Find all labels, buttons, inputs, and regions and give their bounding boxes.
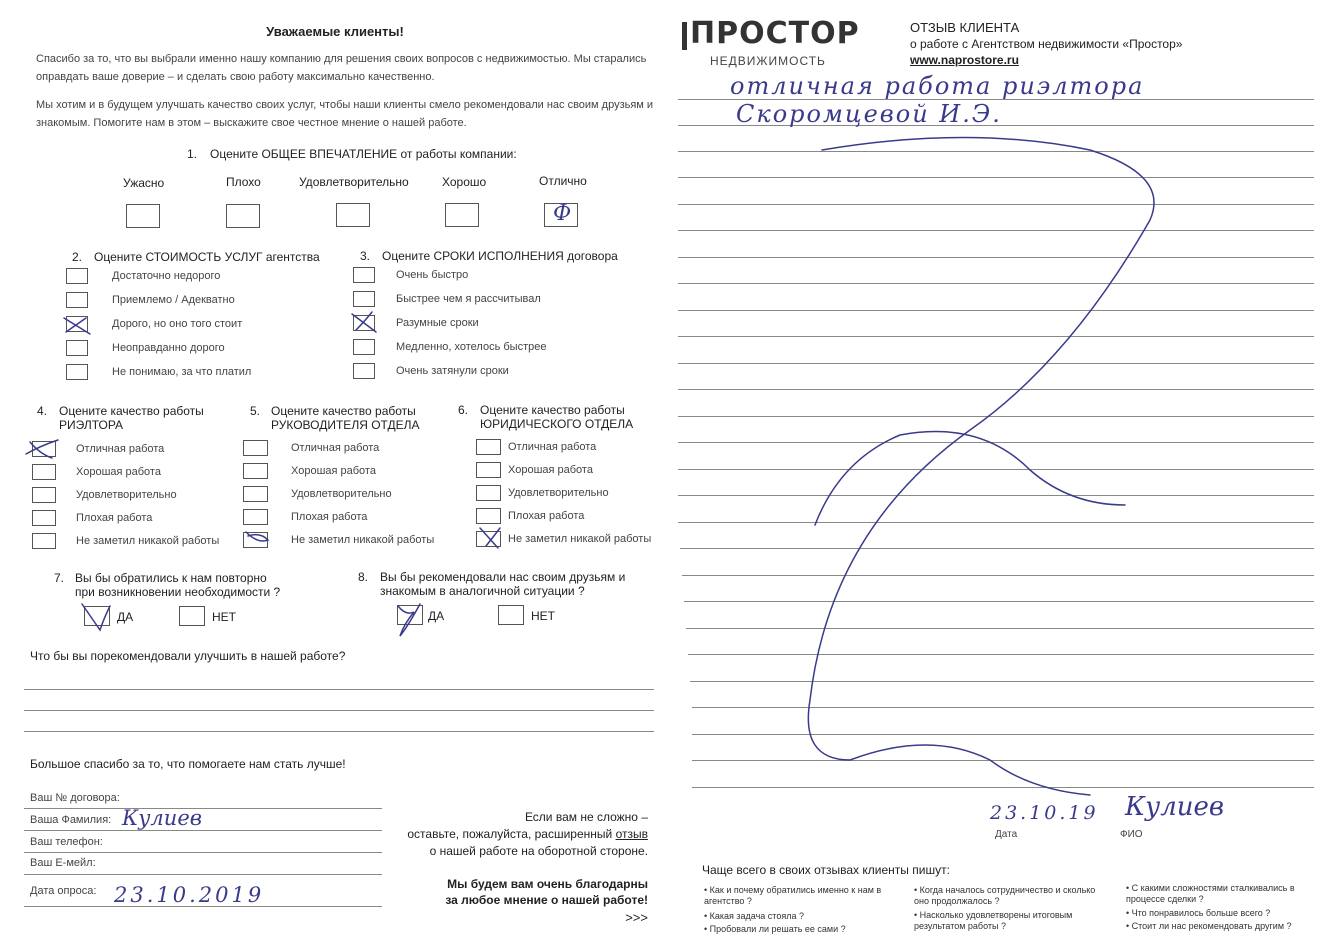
email-field[interactable] (24, 874, 382, 875)
header-subtitle: о работе с Агентством недвижимости «Простор» (910, 37, 1183, 51)
tip-text: Что понравилось больше всего ? (1131, 908, 1271, 918)
phone-label: Ваш телефон: (30, 836, 103, 848)
date-caption: Дата (995, 829, 1018, 840)
email-label: Ваш E-мейл: (30, 857, 96, 869)
tip-text: Стоит ли нас рекомендовать другим ? (1131, 921, 1292, 931)
q4-option: Не заметил никакой работы (76, 535, 220, 547)
q1-option-label: Отлично (539, 174, 587, 188)
fio-caption: ФИО (1120, 829, 1143, 840)
q4-option: Хорошая работа (76, 466, 161, 478)
q5-title: Оцените качество работы (271, 404, 416, 418)
q1-title: Оцените ОБЩЕЕ ВПЕЧАТЛЕНИЕ от работы компании: (210, 147, 517, 161)
q2-checkbox[interactable] (66, 292, 88, 308)
tip-text: Какая задача стояла ? (709, 911, 804, 921)
q8-title-2: знакомым в аналогичной ситуации ? (380, 584, 585, 598)
ruled-line[interactable] (678, 522, 1314, 523)
q3-option: Быстрее чем я рассчитывал (396, 293, 541, 305)
q1-option-label: Ужасно (123, 176, 165, 190)
tip-bullet: • Стоит ли нас рекомендовать другим ? (1126, 921, 1292, 931)
ruled-line[interactable] (678, 389, 1314, 390)
intro-text-1: Спасибо за то, что вы выбрали именно нашу компанию для решения своих вопросов с недвижимостью. Мы старались (36, 53, 647, 65)
improve-line[interactable] (24, 689, 654, 690)
q3-option: Очень быстро (396, 269, 469, 281)
ruled-line[interactable] (682, 575, 1314, 576)
q2-checkbox[interactable] (66, 268, 88, 284)
q7-title: Вы бы обратились к нам повторно (75, 571, 267, 585)
q5-option: Плохая работа (291, 511, 368, 523)
q6-option: Хорошая работа (508, 464, 593, 476)
q3-checkbox[interactable] (353, 339, 375, 355)
q7-no-label: НЕТ (212, 610, 236, 624)
request-line-3: о нашей работе на оборотной стороне. (429, 844, 648, 858)
q7-no-checkbox[interactable] (179, 606, 205, 626)
q5-option: Удовлетворительно (291, 488, 392, 500)
review-text-1: отличная работа риэлтора (730, 72, 1145, 100)
arrows: >>> (625, 910, 648, 925)
q6-checkbox[interactable] (476, 462, 501, 478)
tip-text: Когда началось сотрудничество и сколько оно продолжалось ? (914, 885, 1096, 906)
q1-number: 1. (187, 147, 198, 161)
q1-option-label: Плохо (226, 175, 261, 189)
request-text: оставьте, пожалуйста, расширенный (407, 827, 613, 841)
tips-title: Чаще всего в своих отзывах клиенты пишут: (702, 863, 950, 877)
q3-title: Оцените СРОКИ ИСПОЛНЕНИЯ договора (382, 249, 618, 263)
q4-checkbox[interactable] (32, 533, 56, 549)
phone-field[interactable] (24, 852, 382, 853)
q7-yes-checkbox[interactable] (84, 606, 110, 626)
q2-option: Дорого, но оно того стоит (112, 318, 243, 330)
q6-option: Удовлетворительно (508, 487, 609, 499)
q4-title-2: РИЭЛТОРА (59, 418, 124, 432)
ruled-line[interactable] (692, 734, 1314, 735)
request-line-1: Если вам не сложно – (524, 810, 648, 824)
handwritten-date: 23.10.2019 (114, 883, 265, 907)
tip-text: Как и почему обратились именно к нам в агентство ? (704, 885, 882, 906)
ruled-line[interactable] (678, 177, 1314, 178)
q8-no-label: НЕТ (531, 609, 555, 623)
tip-bullet: • Пробовали ли решать ее сами ? (704, 924, 846, 934)
tip-text: С какими сложностями сталкивались в процессе сделки ? (1126, 883, 1295, 904)
intro-text-2b: знакомым. Помогите нам в этом – выскажите свое честное мнение о нашей работе. (36, 117, 467, 129)
surname-field[interactable] (24, 830, 382, 831)
contract-field[interactable] (24, 808, 382, 809)
q6-option: Не заметил никакой работы (508, 533, 652, 545)
q5-checkbox[interactable] (243, 486, 268, 502)
ruled-line[interactable] (688, 654, 1314, 655)
q7-yes-label: ДА (117, 610, 134, 624)
q5-checkbox[interactable] (243, 509, 268, 525)
ruled-line[interactable] (684, 601, 1314, 602)
q8-yes-checkbox[interactable] (397, 605, 423, 625)
ruled-line[interactable] (692, 760, 1314, 761)
q4-option: Плохая работа (76, 512, 153, 524)
q3-checkbox-checked[interactable] (353, 315, 375, 331)
tip-bullet: • Как и почему обратились именно к нам в агентство ? (704, 885, 882, 906)
ruled-line[interactable] (678, 257, 1314, 258)
request-line-2 (380, 827, 648, 841)
ruled-line[interactable] (678, 469, 1314, 470)
q6-checkbox[interactable] (476, 508, 501, 524)
q3-checkbox[interactable] (353, 291, 375, 307)
q3-checkbox[interactable] (353, 363, 375, 379)
q6-option: Плохая работа (508, 510, 585, 522)
grateful-line-1: Мы будем вам очень благодарны (447, 877, 648, 891)
q2-checkbox[interactable] (66, 340, 88, 356)
q5-number: 5. (250, 404, 261, 418)
intro-text-2: Мы хотим и в будущем улучшать качество своих услуг, чтобы наши клиенты смело рекомендовали нас своим друзьям и (36, 99, 654, 111)
ruled-line[interactable] (678, 336, 1314, 337)
q2-option: Приемлемо / Адекватно (112, 294, 235, 306)
q8-number: 8. (358, 570, 369, 584)
q1-option-label: Удовлетворительно (299, 175, 409, 189)
q5-checkbox-checked[interactable] (243, 532, 268, 548)
tip-bullet: • Какая задача стояла ? (704, 911, 804, 921)
tip-text: Пробовали ли решать ее сами ? (709, 924, 846, 934)
review-text-2: Скоромцевой И.Э. (736, 100, 1002, 128)
tip-bullet: • Что понравилось больше всего ? (1126, 908, 1271, 918)
q3-number: 3. (360, 249, 371, 263)
q2-option: Неоправданно дорого (112, 342, 225, 354)
logo-title: ПРОСТОР (690, 16, 860, 51)
grateful-line-2: за любое мнение о нашей работе! (445, 893, 648, 907)
q4-checkbox-checked[interactable] (32, 441, 56, 457)
q1-option-label: Хорошо (442, 175, 487, 189)
q6-number: 6. (458, 403, 469, 417)
right-page (670, 0, 1338, 951)
q5-checkbox[interactable] (243, 463, 268, 479)
q4-option: Отличная работа (76, 443, 165, 455)
q2-number: 2. (72, 250, 83, 264)
q1-checkbox[interactable] (126, 204, 160, 228)
q5-title-2: РУКОВОДИТЕЛЯ ОТДЕЛА (271, 418, 420, 432)
q5-option: Не заметил никакой работы (291, 534, 435, 546)
ruled-line[interactable] (678, 363, 1314, 364)
q1-checkbox[interactable] (336, 203, 370, 227)
thanks-text: Большое спасибо за то, что помогаете нам стать лучше! (30, 757, 346, 771)
tips-col-3 (1126, 883, 1316, 943)
logo-subtitle: НЕДВИЖИМОСТЬ (710, 54, 826, 68)
q3-checkbox[interactable] (353, 267, 375, 283)
tip-bullet: • С какими сложностями сталкивались в процессе сделки ? (1126, 883, 1295, 904)
tips-col-1 (704, 885, 894, 945)
q6-checkbox-checked[interactable] (476, 531, 501, 547)
q4-title: Оцените качество работы (59, 404, 204, 418)
q3-option: Разумные сроки (396, 317, 479, 329)
q1-checkbox[interactable] (445, 203, 479, 227)
q7-title-2: при возникновении необходимости ? (75, 585, 281, 599)
handwritten-surname: Кулиев (122, 806, 202, 830)
ruled-line[interactable] (678, 416, 1314, 417)
improve-line[interactable] (24, 731, 654, 732)
improve-line[interactable] (24, 710, 654, 711)
q4-number: 4. (37, 404, 48, 418)
review-link[interactable]: отзыв (615, 827, 648, 841)
ruled-line[interactable] (678, 495, 1314, 496)
q2-option: Достаточно недорого (112, 270, 221, 282)
q2-checkbox[interactable] (66, 364, 88, 380)
improve-question: Что бы вы порекомендовали улучшить в нашей работе? (30, 649, 346, 663)
intro-text-1b: оправдать ваше доверие – и сделать свою работу максимально качественно. (36, 71, 435, 83)
q6-title: Оцените качество работы (480, 403, 625, 417)
q4-checkbox[interactable] (32, 464, 56, 480)
q5-option: Хорошая работа (291, 465, 376, 477)
q6-option: Отличная работа (508, 441, 597, 453)
surname-label: Ваша Фамилия: (30, 814, 112, 826)
ruled-line[interactable] (692, 787, 1314, 788)
tip-bullet: • Насколько удовлетворены итоговым результатом работы ? (914, 910, 1073, 931)
q3-option: Очень затянули сроки (396, 365, 509, 377)
tip-text: Насколько удовлетворены итоговым результатом работы ? (914, 910, 1073, 931)
tip-bullet: • Когда началось сотрудничество и сколько оно продолжалось ? (914, 885, 1096, 906)
q4-checkbox[interactable] (32, 510, 56, 526)
header-url[interactable]: www.naprostore.ru (910, 53, 1019, 67)
ruled-line[interactable] (686, 628, 1314, 629)
ruled-line[interactable] (690, 681, 1314, 682)
ruled-line[interactable] (678, 310, 1314, 311)
q6-checkbox[interactable] (476, 485, 501, 501)
date-value: 23.10.19 (990, 802, 1099, 824)
q2-title: Оцените СТОИМОСТЬ УСЛУГ агентства (94, 250, 320, 264)
q1-checkbox[interactable] (226, 204, 260, 228)
tips-col-2 (914, 885, 1104, 945)
ruled-line[interactable] (678, 204, 1314, 205)
q5-option: Отличная работа (291, 442, 380, 454)
q5-checkbox[interactable] (243, 440, 268, 456)
ruled-line[interactable] (680, 548, 1314, 549)
q8-yes-label: ДА (428, 609, 445, 623)
fio-value: Кулиев (1125, 792, 1225, 822)
q4-option: Удовлетворительно (76, 489, 177, 501)
q2-checkbox-checked[interactable] (66, 316, 88, 332)
q6-title-2: ЮРИДИЧЕСКОГО ОТДЕЛА (480, 417, 634, 431)
ruled-line[interactable] (692, 707, 1314, 708)
q1-handwritten-mark: Ф (553, 201, 572, 226)
q8-no-checkbox[interactable] (498, 605, 524, 625)
q8-title: Вы бы рекомендовали нас своим друзьям и (380, 570, 626, 584)
q6-checkbox[interactable] (476, 439, 501, 455)
contract-label: Ваш № договора: (30, 792, 120, 804)
ruled-line[interactable] (678, 442, 1314, 443)
ruled-line[interactable] (678, 230, 1314, 231)
date-label: Дата опроса: (30, 885, 97, 897)
ruled-line[interactable] (678, 151, 1314, 152)
header-title: ОТЗЫВ КЛИЕНТА (910, 20, 1020, 35)
q2-option: Не понимаю, за что платил (112, 366, 252, 378)
greeting: Уважаемые клиенты! (266, 24, 404, 39)
q3-option: Медленно, хотелось быстрее (396, 341, 547, 353)
ruled-line[interactable] (678, 283, 1314, 284)
q7-number: 7. (54, 571, 65, 585)
q4-checkbox[interactable] (32, 487, 56, 503)
